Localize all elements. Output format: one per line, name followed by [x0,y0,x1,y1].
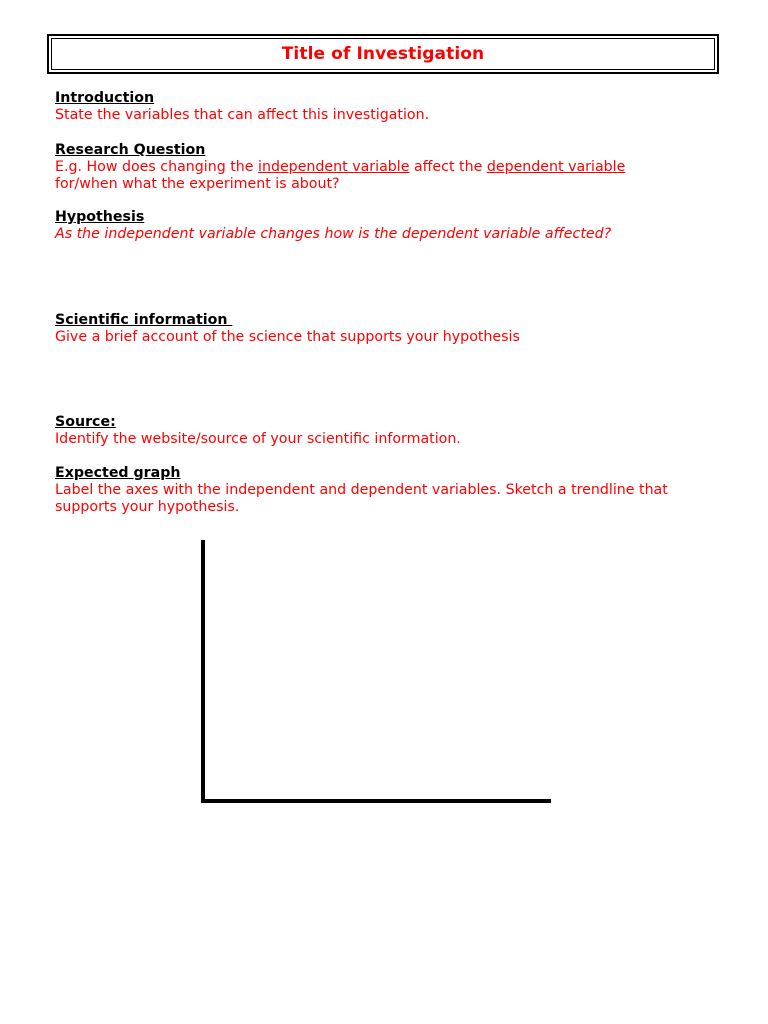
hypothesis-heading: Hypothesis [55,209,145,225]
expected-graph-section [55,465,705,516]
title-box [47,34,719,74]
research-question-heading: Research Question [55,142,206,158]
introduction-text: State the variables that can affect this investigation. [55,107,430,123]
expected-graph-text: Label the axes with the independent and dependent variables. Sketch a trendline that supports your hypothesis. [55,482,668,515]
research-question-section [55,142,735,193]
hypothesis-section [55,209,735,243]
source-heading: Source: [55,414,116,430]
research-question-text-part3: for/when what the experiment is about? [55,176,340,192]
dependent-variable-term: dependent variable [486,159,626,175]
title-inner-border [51,38,715,70]
source-text: Identify the website/source of your scientific information. [55,431,461,447]
hypothesis-text: As the independent variable changes how is the dependent variable affected? [55,226,612,242]
source-section [55,414,735,448]
scientific-information-section [55,312,735,346]
introduction-heading: Introduction [55,90,155,106]
research-question-text-part1: E.g. How does changing the [55,159,259,175]
scientific-information-heading: Scientific information [55,312,233,328]
scientific-information-text: Give a brief account of the science that supports your hypothesis [55,329,520,345]
expected-graph-heading: Expected graph [55,465,181,481]
research-question-text [55,159,735,193]
blank-graph-axes [200,540,560,810]
independent-variable-term: independent variable [258,159,410,175]
introduction-section [55,90,735,124]
page-title: Title of Investigation [281,44,485,64]
research-question-text-part2: affect the [409,159,487,175]
